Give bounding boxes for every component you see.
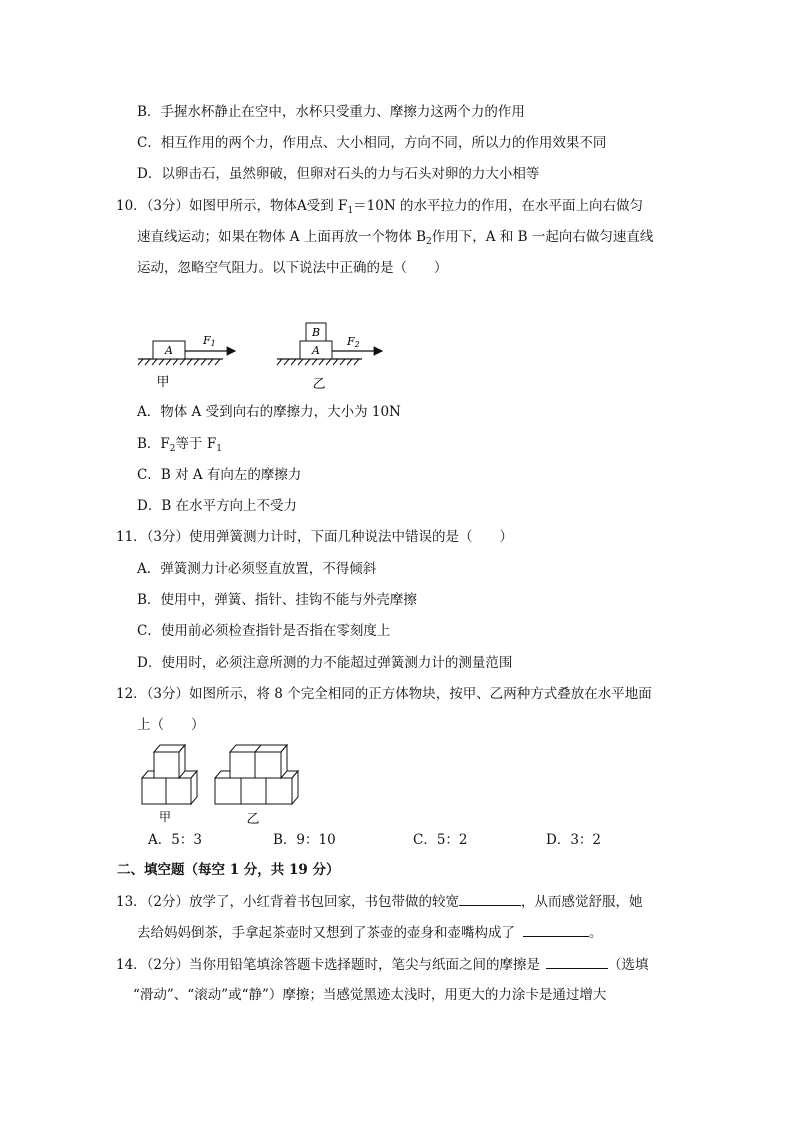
- q10-stem-text: 10．（3分）如图甲所示，物体A受到 F: [116, 198, 348, 214]
- subscript: 2: [169, 444, 176, 454]
- ground-hatch-left: [138, 359, 220, 365]
- q12-stem-line1: 12．（3分）如图所示，将 8 个完全相同的正方体物块，按甲、乙两种方式叠放在水平地面: [116, 686, 652, 702]
- figure-caption-right: 乙: [246, 812, 260, 827]
- answer-blank[interactable]: [546, 954, 608, 969]
- f2-subscript: 2: [354, 340, 360, 349]
- q10-option-a: A．物体 A 受到向右的摩擦力，大小为 10N: [137, 404, 401, 420]
- subscript: 2: [426, 237, 432, 247]
- subscript: 1: [347, 206, 354, 216]
- q14-line2: “滑动”、“滚动”或“静”）摩擦；当感觉黑迹太浅时，用更大的力涂卡是通过增大: [133, 987, 607, 1003]
- q10-stem-line1: [116, 196, 643, 221]
- answer-blank[interactable]: [523, 922, 589, 937]
- block-b-label: B: [311, 326, 321, 339]
- q12-option-c: C．5：2: [413, 832, 468, 848]
- q11-option-b: B．使用中，弹簧、指针、挂钩不能与外壳摩擦: [137, 592, 417, 608]
- q9-option-b: B．手握水杯静止在空中，水杯只受重力、摩擦力这两个力的作用: [137, 104, 525, 120]
- f1-subscript: 1: [210, 339, 216, 348]
- q10-stem-line3: 运动，忽略空气阻力。以下说法中正确的是（ ）: [137, 260, 448, 276]
- q11-option-a: A．弹簧测力计必须竖直放置，不得倾斜: [137, 561, 377, 577]
- q11-option-c: C．使用前必须检查指针是否指在零刻度上: [137, 623, 391, 639]
- ground-hatch-right: [277, 359, 359, 365]
- figure-caption-right: 乙: [312, 377, 326, 392]
- q14-text: （选填: [608, 957, 649, 973]
- q13-text: ，从而感觉舒服，她: [521, 894, 643, 910]
- q9-option-c: C．相互作用的两个力，作用点、大小相同，方向不同，所以力的作用效果不同: [137, 135, 607, 151]
- f2-symbol: F: [347, 335, 355, 348]
- q10-option-b: [137, 434, 222, 459]
- cube-stack-right: [215, 745, 298, 804]
- q12-figure: [136, 738, 311, 828]
- q10-option-d: D．B 在水平方向上不受力: [137, 498, 298, 514]
- section-heading-fill-blank: 二、填空题（每空 1 分，共 19 分）: [117, 862, 340, 878]
- q12-option-a: A．5：3: [148, 832, 202, 848]
- force-f1-label: [202, 334, 216, 348]
- q13-text: 去给妈妈倒茶，手拿起茶壶时又想到了茶壶的壶身和壶嘴构成了: [137, 925, 515, 941]
- q13-line1: [116, 891, 643, 912]
- q14-text: 14．（2分）当你用铅笔填涂答题卡选择题时，笔尖与纸面之间的摩擦是: [116, 957, 541, 973]
- q10-stem-text: ＝10N 的水平拉力的作用，在水平面上向右做匀: [353, 198, 643, 214]
- q10-stem-text: 速直线运动；如果在物体 A 上面再放一个物体 B: [137, 229, 427, 245]
- block-a-label: A: [312, 344, 320, 357]
- q12-option-b: B．9：10: [273, 832, 336, 848]
- q10-figure: [135, 318, 415, 393]
- q10-stem-text: 作用下，A 和 B 一起向右做匀速直线: [431, 229, 654, 245]
- q11-option-d: D．使用时，必须注意所测的力不能超过弹簧测力计的测量范围: [137, 655, 513, 671]
- q12-stem-line2: 上（ ）: [137, 717, 205, 733]
- cube-stack-left: [142, 745, 197, 804]
- q10-option-c: C．B 对 A 有向左的摩擦力: [137, 467, 302, 483]
- force-f2-label: [346, 335, 360, 349]
- block-a-label: A: [165, 344, 173, 357]
- option-text: 等于 F: [175, 436, 217, 452]
- q13-text: 13．（2分）放学了，小红背着书包回家，书包带做的较宽: [116, 894, 460, 910]
- option-text: B．F: [137, 436, 170, 452]
- subscript: 1: [216, 444, 222, 454]
- q10-stem-line2: [137, 227, 653, 252]
- f1-symbol: F: [203, 334, 211, 347]
- q9-option-d: D．以卵击石，虽然卵破，但卵对石头的力与石头对卵的力大小相等: [137, 166, 540, 182]
- q12-option-d: D．3：2: [546, 832, 602, 848]
- q13-line2: [137, 922, 603, 943]
- answer-blank[interactable]: [459, 891, 521, 906]
- figure-caption-left: 甲: [156, 375, 170, 390]
- figure-caption-left: 甲: [158, 810, 172, 824]
- q14-line1: [116, 954, 649, 975]
- q11-stem: 11．（3分）使用弹簧测力计时，下面几种说法中错误的是（ ）: [116, 529, 514, 545]
- q13-text: 。: [589, 925, 603, 941]
